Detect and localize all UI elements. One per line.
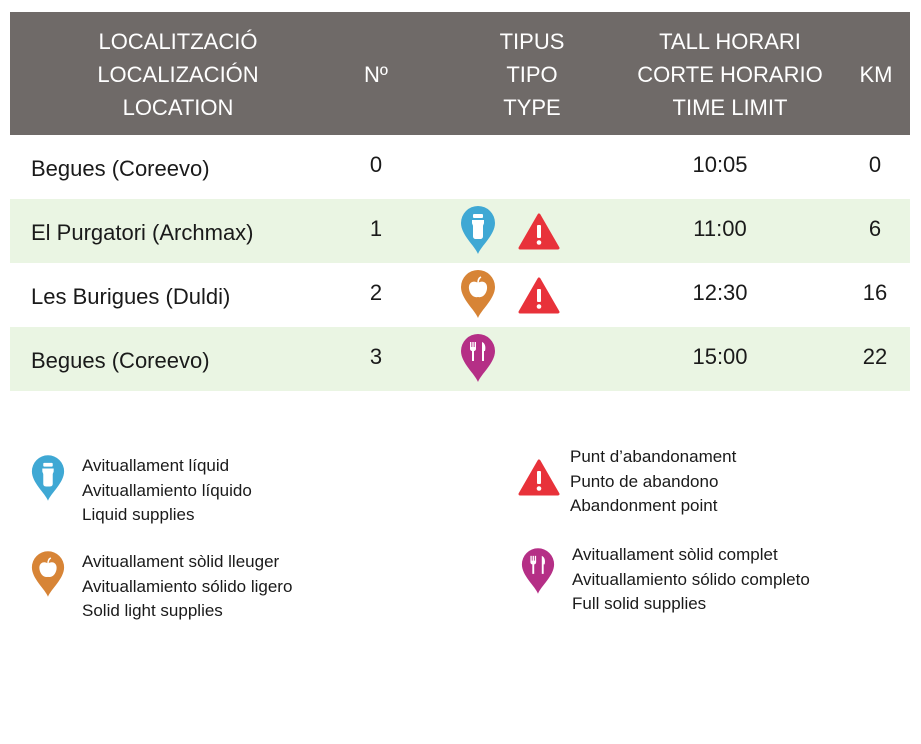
header-number: Nº: [364, 62, 388, 87]
table-row: [10, 327, 910, 391]
abandonment-warning-icon: [518, 277, 560, 314]
solid-light-supply-pin-icon: [30, 550, 66, 606]
legend-full-solid-text: Avituallament sòlid complet Avituallamiento sólido completo Full solid supplies: [572, 545, 810, 613]
table-row: [10, 135, 910, 199]
row-type: [450, 263, 590, 327]
row-time: 12:30: [692, 280, 748, 305]
legend-liquid-text: Avituallament líquid Avituallamiento líquido Liquid supplies: [82, 456, 252, 524]
header-time-limit: TALL HORARI CORTE HORARIO TIME LIMIT: [637, 29, 823, 120]
row-type: [450, 327, 590, 391]
table-body: [10, 135, 910, 391]
row-number: 3: [369, 344, 383, 369]
row-km: 16: [862, 280, 888, 305]
legend-abandonment-text: Punt d’abandonament Punto de abandono Abandonment point: [570, 447, 737, 515]
header-location: LOCALITZACIÓ LOCALIZACIÓN LOCATION: [97, 29, 259, 120]
row-km: 6: [868, 216, 882, 241]
abandonment-warning-icon: [518, 213, 560, 250]
row-type: [450, 199, 590, 263]
table-row: [10, 263, 910, 327]
full-solid-supply-pin-icon: [459, 333, 497, 383]
solid-light-supply-pin-icon: [459, 269, 497, 319]
header-km: KM: [859, 62, 893, 87]
row-location: Begues (Coreevo): [31, 156, 210, 181]
abandonment-warning-icon: [518, 459, 560, 504]
row-number: 0: [369, 152, 383, 177]
row-number: 2: [369, 280, 383, 305]
row-type: [450, 135, 590, 199]
legend-full-solid-supplies: [520, 543, 880, 623]
liquid-supply-pin-icon: [459, 205, 497, 255]
row-time: 15:00: [692, 344, 748, 369]
table-header: [10, 12, 910, 135]
legend-abandonment-point: [518, 445, 858, 525]
legend-liquid-supplies: [30, 454, 350, 534]
liquid-supply-pin-icon: [30, 454, 66, 510]
row-location: El Purgatori (Archmax): [31, 220, 254, 245]
header-type: TIPUS TIPO TYPE: [499, 29, 565, 120]
row-location: Les Burigues (Duldi): [31, 284, 231, 309]
row-km: 22: [862, 344, 888, 369]
row-number: 1: [369, 216, 383, 241]
row-km: 0: [868, 152, 882, 177]
full-solid-supply-pin-icon: [520, 547, 556, 603]
schedule-table: [10, 12, 910, 391]
row-time: 11:00: [693, 216, 747, 241]
row-location: Begues (Coreevo): [31, 348, 210, 373]
row-time: 10:05: [692, 152, 748, 177]
legend-solid-light-text: Avituallament sòlid lleuger Avituallamiento sólido ligero Solid light supplies: [82, 552, 293, 620]
table-row: [10, 199, 910, 263]
legend-solid-light-supplies: [30, 550, 370, 630]
